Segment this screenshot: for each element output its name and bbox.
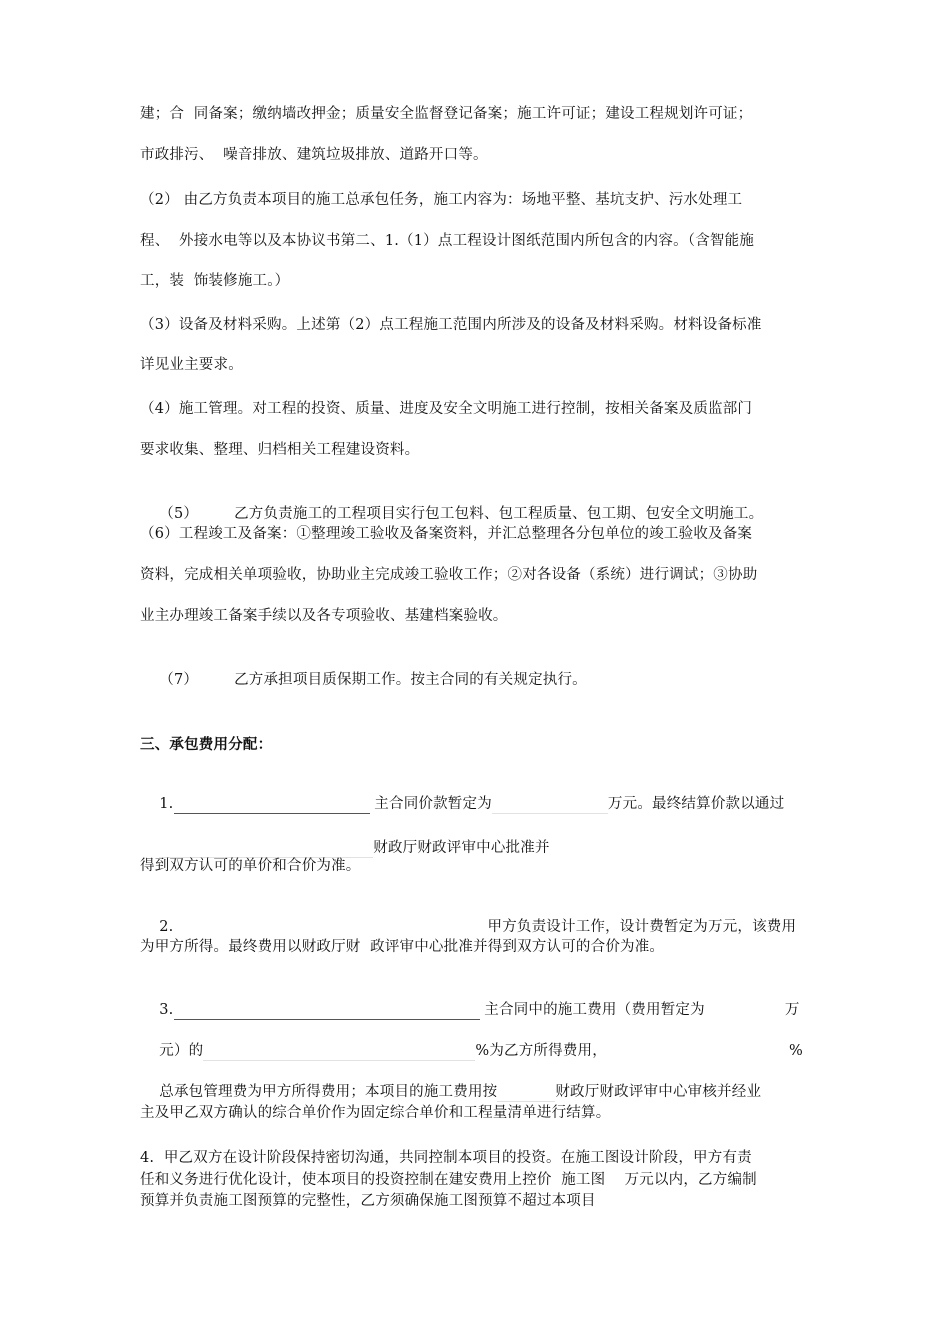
text-line: 市政排污、 噪音排放、建筑垃圾排放、道路开口等。 [140,147,488,163]
clause-text: 总承包管理费为甲方所得费用；本项目的施工费用按 [159,1084,498,1100]
clause-text: 财政厅财政评审中心批准并 [373,840,550,856]
clause-number: 3. [159,1002,174,1018]
text-line: 程、 外接水电等以及本协议书第二、1.（1）点工程设计图纸范围内所包含的内容。（含智能施 [140,233,755,249]
text-line: 4. 甲乙双方在设计阶段保持密切沟通，共同控制本项目的投资。在施工图设计阶段，甲方有责 [140,1150,752,1166]
item-number: （7） [159,672,199,688]
text-line: 要求收集、整理、归档相关工程建设资料。 [140,442,420,458]
fill-blank [497,1085,555,1102]
item-text: 乙方负责施工的工程项目实行包工包料、包工程质量、包工期、包安全文明施工。 [234,506,764,522]
clause-text: 主合同价款暂定为 [369,796,492,812]
clause-text: 万元。最终结算价款以通过 [607,796,785,812]
text-line: （4）施工管理。对工程的投资、质量、进度及安全文明施工进行控制，按相关备案及质监部门 [140,401,753,417]
fill-blank [174,797,370,814]
text-line: 业主办理竣工备案手续以及各专项验收、基建档案验收。 [140,608,508,624]
text-line: （6）工程竣工及备案：①整理竣工验收及备案资料，并汇总整理各分包单位的竣工验收及备案 [140,526,753,542]
clause-text: 元）的 [159,1043,204,1059]
section-heading: 三、承包费用分配： [140,737,273,753]
fill-blank [174,1003,480,1020]
fill-blank [492,797,608,814]
text-line: （2） 由乙方负责本项目的施工总承包任务，施工内容为：场地平整、基坑支护、污水处理工 [140,192,743,208]
text-line: 任和义务进行优化设计，使本项目的投资控制在建安费用上控价 施工图 万元以内，乙方编制 [140,1172,757,1188]
clause-text: %为乙方所得费用， [475,1043,607,1059]
fill-blank [203,1044,475,1061]
text-line: 工，装 饰装修施工。） [140,273,290,289]
text-line: 主及甲乙双方确认的综合单价作为固定综合单价和工程量清单进行结算。 [140,1105,611,1121]
text-line: 资料，完成相关单项验收，协助业主完成竣工验收工作；②对各设备（系统）进行调试；③协助 [140,567,758,583]
clause-text: 甲方负责设计工作，设计费暂定为万元，该费用 [487,919,797,935]
clause-text: 主合同中的施工费用（费用暂定为 [479,1002,705,1018]
item-text: 乙方承担项目质保期工作。按主合同的有关规定执行。 [234,672,587,688]
text-line: （3）设备及材料采购。上述第（2）点工程施工范围内所涉及的设备及材料采购。材料设备标准 [140,317,762,333]
text-line: 得到双方认可的单价和合价为准。 [140,858,361,874]
clause-number: 1. [159,796,174,812]
item-number: （5） [159,506,199,522]
clause-text: 财政厅财政评审中心审核并经业 [555,1084,762,1100]
clause-text: 万 [784,1002,800,1018]
clause-text: % [788,1043,803,1059]
text-line: 建；合 同备案；缴纳墙改押金；质量安全监督登记备案；施工许可证；建设工程规划许可证； [140,106,753,122]
text-line [140,650,587,710]
text-line: 详见业主要求。 [140,357,243,373]
clause-number: 2. [159,919,174,935]
text-line: 为甲方所得。最终费用以财政厅财 政评审中心批准并得到双方认可的合价为准。 [140,939,665,955]
text-line: 预算并负责施工图预算的完整性，乙方须确保施工图预算不超过本项目 [140,1193,596,1209]
